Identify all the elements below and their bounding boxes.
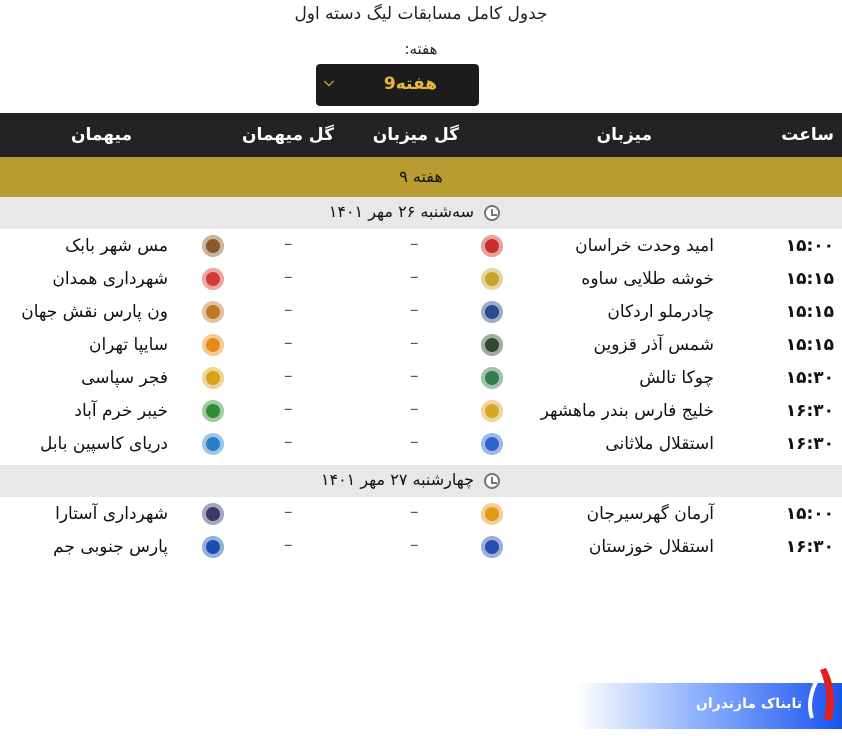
away-goals: – [284, 366, 293, 386]
home-goals: – [410, 535, 419, 555]
week-band: هفته ۹ [0, 157, 842, 197]
date-row [0, 197, 842, 229]
match-time: ۱۶:۳۰ [785, 537, 834, 557]
home-goals: – [410, 333, 419, 353]
week-select-value: هفته9 [383, 74, 437, 94]
home-team-name: آرمان گهرسیرجان [586, 504, 714, 524]
home-team-name: استقلال خوزستان [588, 537, 714, 557]
home-goals: – [410, 432, 419, 452]
away-team-logo-icon [202, 235, 224, 257]
away-team-name: سایپا تهران [88, 335, 168, 355]
week-select[interactable] [316, 64, 479, 106]
match-row [0, 498, 842, 531]
home-goals: – [410, 300, 419, 320]
away-team-name: شهرداری آستارا [55, 504, 168, 524]
home-team-name: خوشه طلایی ساوه [581, 269, 714, 289]
home-team-logo-icon [481, 503, 503, 525]
match-time: ۱۵:۱۵ [785, 335, 834, 355]
match-row [0, 263, 842, 296]
date-text: چهارشنبه ۲۷ مهر ۱۴۰۱ [320, 470, 474, 489]
match-time: ۱۶:۳۰ [785, 401, 834, 421]
clock-icon [484, 205, 500, 221]
watermark-text: تابناک مازندران [695, 696, 802, 712]
away-team-logo-icon [202, 301, 224, 323]
home-team-logo-icon [481, 301, 503, 323]
match-row [0, 329, 842, 362]
header-home: میزبان [596, 125, 652, 145]
home-goals: – [410, 267, 419, 287]
away-team-name: فجر سپاسی [81, 368, 168, 388]
match-row [0, 230, 842, 263]
away-team-logo-icon [202, 536, 224, 558]
match-time: ۱۵:۰۰ [785, 504, 834, 524]
home-team-name: امید وحدت خراسان [575, 236, 714, 256]
away-goals: – [284, 267, 293, 287]
date-text: سه‌شنبه ۲۶ مهر ۱۴۰۱ [328, 202, 474, 221]
away-goals: – [284, 333, 293, 353]
week-label: هفته: [404, 40, 438, 58]
header-home-goals: گل میزبان [372, 125, 459, 145]
home-team-logo-icon [481, 235, 503, 257]
away-team-logo-icon [202, 367, 224, 389]
away-goals: – [284, 502, 293, 522]
away-team-logo-icon [202, 268, 224, 290]
chevron-down-icon: ⌵ [324, 75, 334, 90]
home-team-name: چوکا تالش [639, 368, 714, 388]
match-row [0, 395, 842, 428]
match-row [0, 428, 842, 461]
header-time: ساعت [781, 125, 834, 145]
away-team-name: مس شهر بابک [65, 236, 168, 256]
home-team-logo-icon [481, 334, 503, 356]
header-away-goals: گل میهمان [242, 125, 334, 145]
match-row [0, 362, 842, 395]
page-title: جدول کامل مسابقات لیگ دسته اول [294, 4, 548, 24]
away-team-name: دریای کاسپین بابل [39, 434, 168, 454]
away-team-logo-icon [202, 433, 224, 455]
clock-icon [484, 473, 500, 489]
match-time: ۱۵:۱۵ [785, 269, 834, 289]
away-team-name: ون پارس نقش جهان [21, 302, 168, 322]
home-team-logo-icon [481, 400, 503, 422]
away-team-name: پارس جنوبی جم [53, 537, 168, 557]
home-team-logo-icon [481, 536, 503, 558]
home-team-name: شمس آذر قزوین [593, 335, 714, 355]
away-team-name: خیبر خرم آباد [74, 401, 168, 421]
home-goals: – [410, 234, 419, 254]
away-goals: – [284, 300, 293, 320]
away-goals: – [284, 432, 293, 452]
home-goals: – [410, 399, 419, 419]
match-time: ۱۵:۰۰ [785, 236, 834, 256]
match-time: ۱۵:۱۵ [785, 302, 834, 322]
away-team-name: شهرداری همدان [52, 269, 168, 289]
home-goals: – [410, 366, 419, 386]
away-team-logo-icon [202, 400, 224, 422]
away-team-logo-icon [202, 334, 224, 356]
home-team-name: چادرملو اردکان [607, 302, 714, 322]
home-goals: – [410, 502, 419, 522]
home-team-name: خلیج فارس بندر ماهشهر [540, 401, 714, 421]
watermark-logo [695, 660, 842, 736]
home-team-name: استقلال ملاثانی [605, 434, 714, 454]
away-goals: – [284, 399, 293, 419]
away-team-logo-icon [202, 503, 224, 525]
away-goals: – [284, 234, 293, 254]
match-time: ۱۵:۳۰ [785, 368, 834, 388]
table-header [0, 113, 842, 157]
header-away: میهمان [71, 125, 132, 145]
home-team-logo-icon [481, 433, 503, 455]
match-time: ۱۶:۳۰ [785, 434, 834, 454]
match-row [0, 531, 842, 564]
away-goals: – [284, 535, 293, 555]
home-team-logo-icon [481, 367, 503, 389]
date-row [0, 465, 842, 497]
match-row [0, 296, 842, 329]
home-team-logo-icon [481, 268, 503, 290]
